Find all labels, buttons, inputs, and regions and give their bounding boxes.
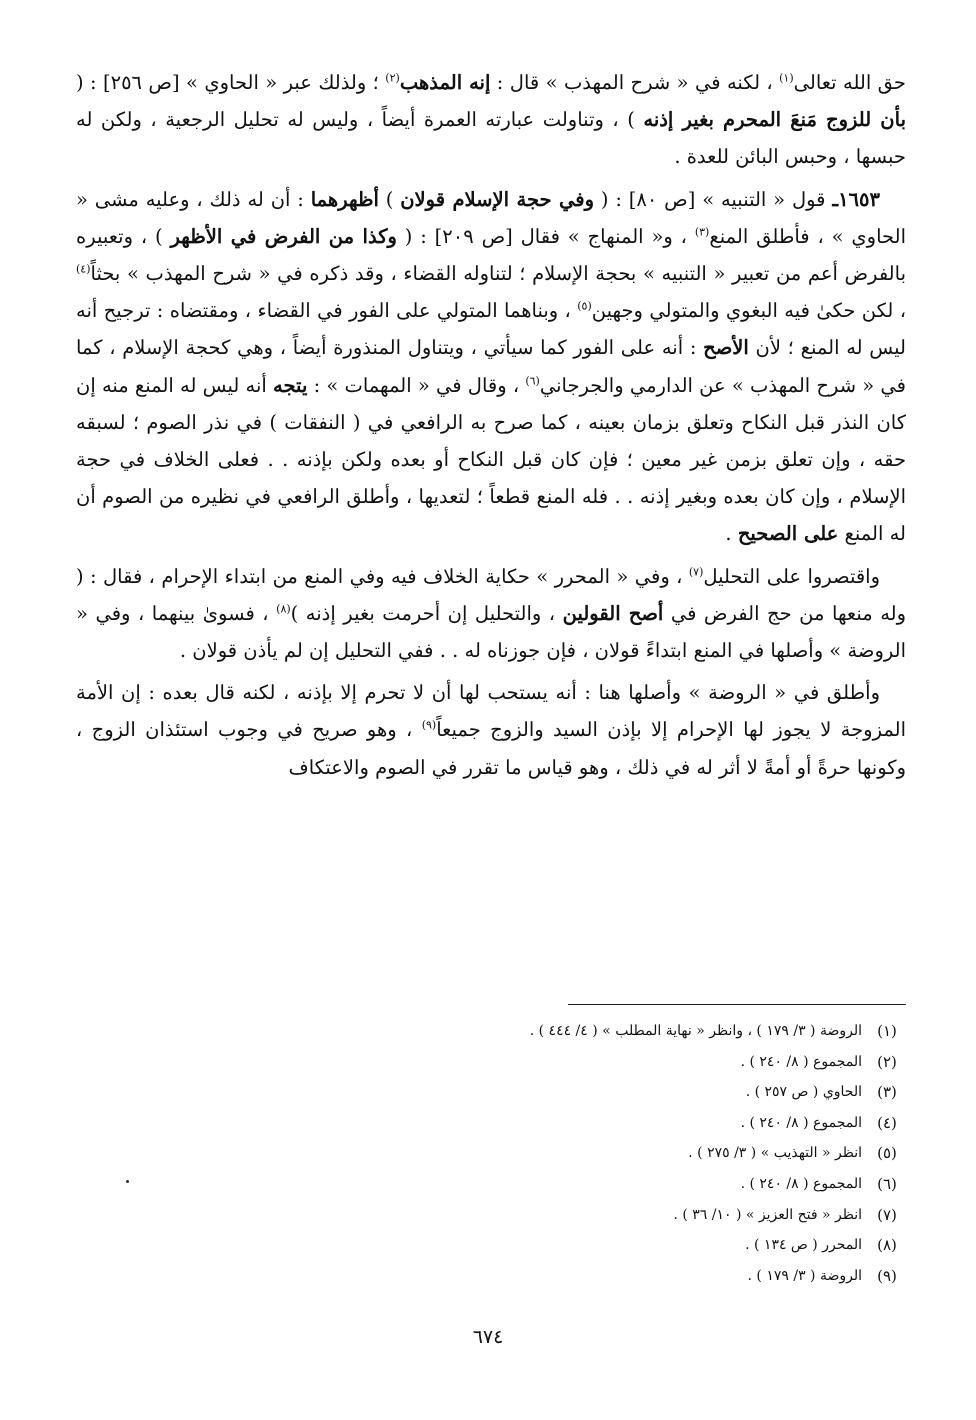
paragraph-p4 [76,674,906,786]
text-run: ، وهو صريح في وجوب استئذان الزوج ، وكونها حرةً أو أمةً لا أثر له في ذلك ، وهو قياس ما تقرر في الصوم والاعتكاف [76,718,906,779]
bold-text-run: وفي حجة الإسلام قولان [400,187,595,211]
text-run: ، وبناهما المتولي على الفور في القضاء ، ومقتضاه : ترجيح أنه ليس له المنع ؛ لأن [76,299,906,360]
footnote-reference: (٤) [76,262,91,276]
bold-text-run: أصح القولين [562,601,664,625]
bold-text-run: على الصحيح [737,522,839,546]
footnote-item [206,1200,906,1231]
footnote-text: المحرر ( ص ١٣٤ ) . [745,1237,862,1254]
footnote-item [206,1047,906,1078]
text-run: : أنه على الفور كما سيأتي ، ويتناول المنذورة أيضاً ، وهي كحجة الإسلام ، كما في « شرح المهذب » عن الدارمي والجرجاني [76,336,906,397]
footnote-mark: (٦) [877,1174,897,1193]
footnote-item [206,1230,906,1261]
text-run: حق الله تعالى [793,71,906,94]
print-speck [126,1180,129,1183]
text-run: ؛ ولذلك عبر « الحاوي » [ص ٢٥٦] : ( [76,71,386,94]
footnote-reference: (١) [779,71,794,85]
bold-text-run: بأن للزوج مَنعَ المحرم بغير إذنه [643,108,906,132]
footnote-mark: (٧) [877,1205,897,1224]
text-run: أنه ليس له المنع منه إن كان النذر قبل النكاح وتعلق بزمان بعينه ، كما صرح به الرافعي في ( النفقات ) في نذر الصوم ؛ لسبقه حقه ، وإن تعلق بزمن غير معين ؛ فإن كان قبل النكاح أو بعده ولكن بإذنه . . فعلى الخلاف في حجة الإسلام ، وإن كان بعده وبغير إذنه . . فله المنع قطعاً ؛ لتعديها ، وأطلق الرافعي في نظيره من الصوم أن له المنع [76,373,906,546]
text-run: وأطلق في « الروضة » وأصلها هنا : أنه يستحب لها أن لا تحرم إلا بإذنه ، لكنه قال بعده : إن الأمة المزوجة لا يجوز لها الإحرام إلا بإذن السيد والزوج جميعاً [76,681,906,742]
footnote-mark: (٩) [877,1266,897,1285]
footnote-mark: (٣) [877,1083,897,1102]
footnote-item [206,1108,906,1139]
bold-text-run: وكذا من الفرض في الأظهر [170,224,397,248]
text-run: ، وفي « المحرر » حكاية الخلاف فيه وفي المنع من ابتداء الإحرام ، فقال : ( وله منعها من حج الفرض في [76,564,907,625]
footnote-reference: (٣) [694,225,710,239]
text-run: واقتصروا على التحليل [703,564,880,588]
footnote-reference: (٧) [688,565,704,579]
footnote-mark: (١) [877,1022,897,1040]
paragraph-p2 [76,181,906,553]
text-run: ، وقال في « المهمات » : [307,373,526,397]
footnote-mark: (٤) [877,1113,897,1132]
text-run: ، لكنه في « شرح المهذب » قال : [490,71,780,94]
footnote-text: المجموع ( ٨/ ٢٤٠ ) . [740,1114,862,1131]
footnote-item [206,1169,906,1200]
text-run: ، لكن حكىٰ فيه البغوي والمتولي وجهين [591,299,907,323]
text-run: : أن له ذلك ، وعليه مشى « الحاوي » ، فأطلق المنع [76,187,906,248]
footnote-text: الروضة ( ٣/ ١٧٩ ) ، وانظر « نهاية المطلب » ( ٤/ ٤٤٤ ) . [529,1023,862,1039]
footnote-text: انظر « التهذيب » ( ٣/ ٢٧٥ ) . [688,1145,862,1162]
footnote-reference: (٢) [385,71,400,85]
footnote-reference: (٨) [276,602,291,616]
paragraph-p1 [76,64,906,176]
footnote-text: انظر « فتح العزيز » ( ١٠/ ٣٦ ) . [673,1206,862,1223]
text-run: ، والتحليل إن أحرمت بغير إذنه ) [290,601,563,625]
footnote-text: المجموع ( ٨/ ٢٤٠ ) . [740,1053,862,1070]
footnote-reference: (٩) [421,718,437,732]
footnotes-list [206,1016,906,1291]
text-run: ، فسوىٰ بينهما ، وفي « الروضة » وأصلها في المنع ابتداءً قولان ، فإن جوزناه له . . ففي التحليل إن لم يأذن قولان . [76,601,906,663]
bold-text-run: أظهرهما [310,187,379,211]
footnote-reference: (٦) [525,374,540,388]
footnote-reference: (٥) [577,299,592,313]
text-run: ) [378,187,401,211]
footnote-mark: (٨) [877,1236,897,1255]
bold-text-run: إنه المذهب [399,71,491,94]
main-text-body [76,64,906,791]
footnote-mark: (٥) [877,1144,897,1163]
text-run: ) ، وتناولت عبارته العمرة أيضاً ، وليس له تحليل الرجعية ، ولكن له حبسها ، وحبس البائن للعدة . [76,108,906,169]
footnote-mark: (٢) [877,1052,897,1071]
footnote-separator-rule [568,1004,906,1005]
text-run: . [725,522,738,546]
footnote-item [206,1261,906,1292]
footnote-item [206,1077,906,1108]
bold-text-run: يتجه [273,373,308,397]
footnote-item [206,1016,906,1047]
bold-text-run: الأصح [703,336,749,360]
footnote-text: الروضة ( ٣/ ١٧٩ ) . [747,1267,862,1284]
text-run: ، و« المنهاج » فقال [ص ٢٠٩] : ( [396,224,695,248]
text-run: ) ، وتعبيره بالفرض أعم من تعبير « التنبيه » بحجة الإسلام ؛ لتناوله القضاء ، وقد ذكره في « شرح المهذب » بحثاً [76,224,906,286]
text-run: قول « التنبيه » [ص ٨٠] : ( [594,187,833,211]
footnote-text: الحاوي ( ص ٢٥٧ ) . [745,1084,862,1101]
bold-text-run: ١٦٥٣ـ [832,187,880,211]
page-number: ٦٧٤ [472,1326,504,1348]
footnote-item [206,1138,906,1169]
footnote-text: المجموع ( ٨/ ٢٤٠ ) . [740,1175,862,1192]
paragraph-p3 [76,558,906,670]
